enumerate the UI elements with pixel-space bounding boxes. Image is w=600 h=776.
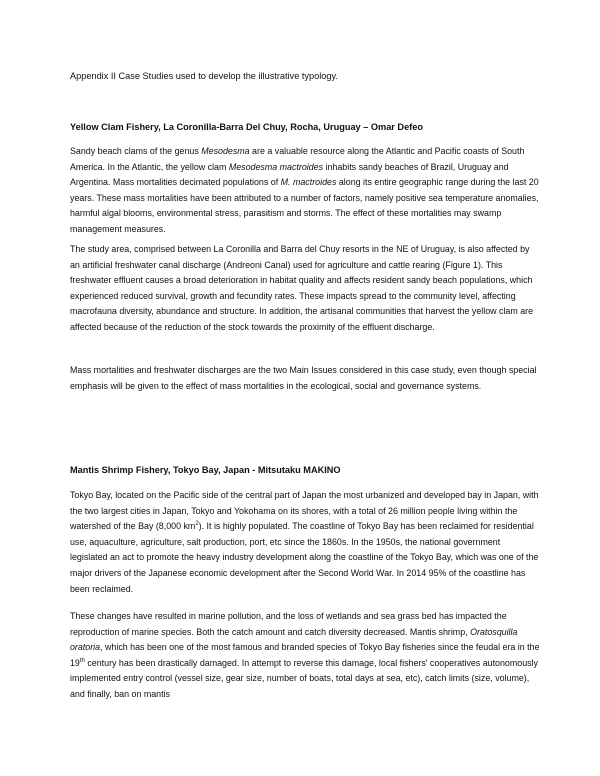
genus-name: Mesodesma xyxy=(201,146,250,156)
yellow-clam-paragraph-2: The study area, comprised between La Coronilla and Barra del Chuy resorts in the NE of Uruguay, is also affected by an artificial freshwater canal discharge (Andreoni Canal) used for agriculture and cattle rearing (Figure 1). This freshwater effluent causes a broad deterioration in habitat quality and affects resident sandy beach populations, which experienced reduced survival, growth and fecundity rates. These impacts spread to the community level, affecting macrofauna diversity, abundance and structure. In addition, the artisanal communities that harvest the yellow clam are affected because of the reduction of the stock towards the proximity of the effluent discharge. xyxy=(70,244,534,332)
mantis-shrimp-paragraph-1: Tokyo Bay, located on the Pacific side of the central part of Japan the most urbanized and developed bay in Japan, with the two largest cities in Japan, Tokyo and Yokohama on its shores, with a total of 26 million people living within the watershed of the Bay (8,000 $km^2$). It is highly populated. The coastline of Tokyo Bay has been reclaimed for residential use, aquaculture, agriculture, salt production, port, etc since the 1860s. In the 1950s, the national government legislated an act to promote the heavy industry development along the coastline of the Tokyo Bay, which was one of the major drivers of the Japanese economic development after the Second World War. In 2014 95% of the coastline has been reclaimed. xyxy=(70,490,539,594)
case-study-heading-mantis-shrimp: Mantis Shrimp Fishery, Tokyo Bay, Japan - Mitsutaku MAKINO xyxy=(70,465,341,475)
yellow-clam-paragraph-3: Mass mortalities and freshwater discharges are the two Main Issues considered in this case study, even though special emphasis will be given to the effect of mass mortalities in the ecological, social and governance systems. xyxy=(70,365,537,391)
species-name: Mesodesma mactroides xyxy=(228,161,324,172)
appendix-title: Appendix II Case Studies used to develop the illustrative typology. xyxy=(70,71,338,81)
mantis-shrimp-paragraph-2: These changes have resulted in marine pollution, and the loss of wetlands and sea grass bed has impacted the reproduction of marine species. Both the catch amount and catch diversity decreased. Mantis shrimp, Oratosquilla oratoria, which has been one of the most famous and branded species of Tokyo Bay fisheries since the feudal era in the 19th century has been drastically damaged. In attempt to reverse this damage, local fishers' cooperatives autonomously implemented entry control (vessel size, gear size, number of boats, total days at sea, etc), catch limits (size, volume), and finally, ban on mantis xyxy=(70,611,540,699)
superscript: th xyxy=(79,657,85,664)
superscript: 2 xyxy=(195,521,199,528)
species-name: Oratosquilla oratoria xyxy=(70,626,518,653)
yellow-clam-paragraph-1: Sandy beach clams of the genus Mesodesma are a valuable resource along the Atlantic and Pacific coasts of South America. In the Atlantic, the yellow clam Mesodesma mactroides inhabits sandy beaches of Brazil, Uruguay and Argentina. Mass mortalities decimated populations of M. mactroides along its entire geographic range during the last 20 years. These mass mortalities have been attributed to a number of factors, namely positive sea temperature anomalies, harmful algal blooms, environmental stress, parasitism and storms. The effect of these mortalities may swamp management measures. xyxy=(70,146,539,234)
species-short-name: M. mactroides xyxy=(280,177,337,188)
case-study-heading-yellow-clam: Yellow Clam Fishery, La Coronilla-Barra Del Chuy, Rocha, Uruguay – Omar Defeo xyxy=(70,122,423,132)
